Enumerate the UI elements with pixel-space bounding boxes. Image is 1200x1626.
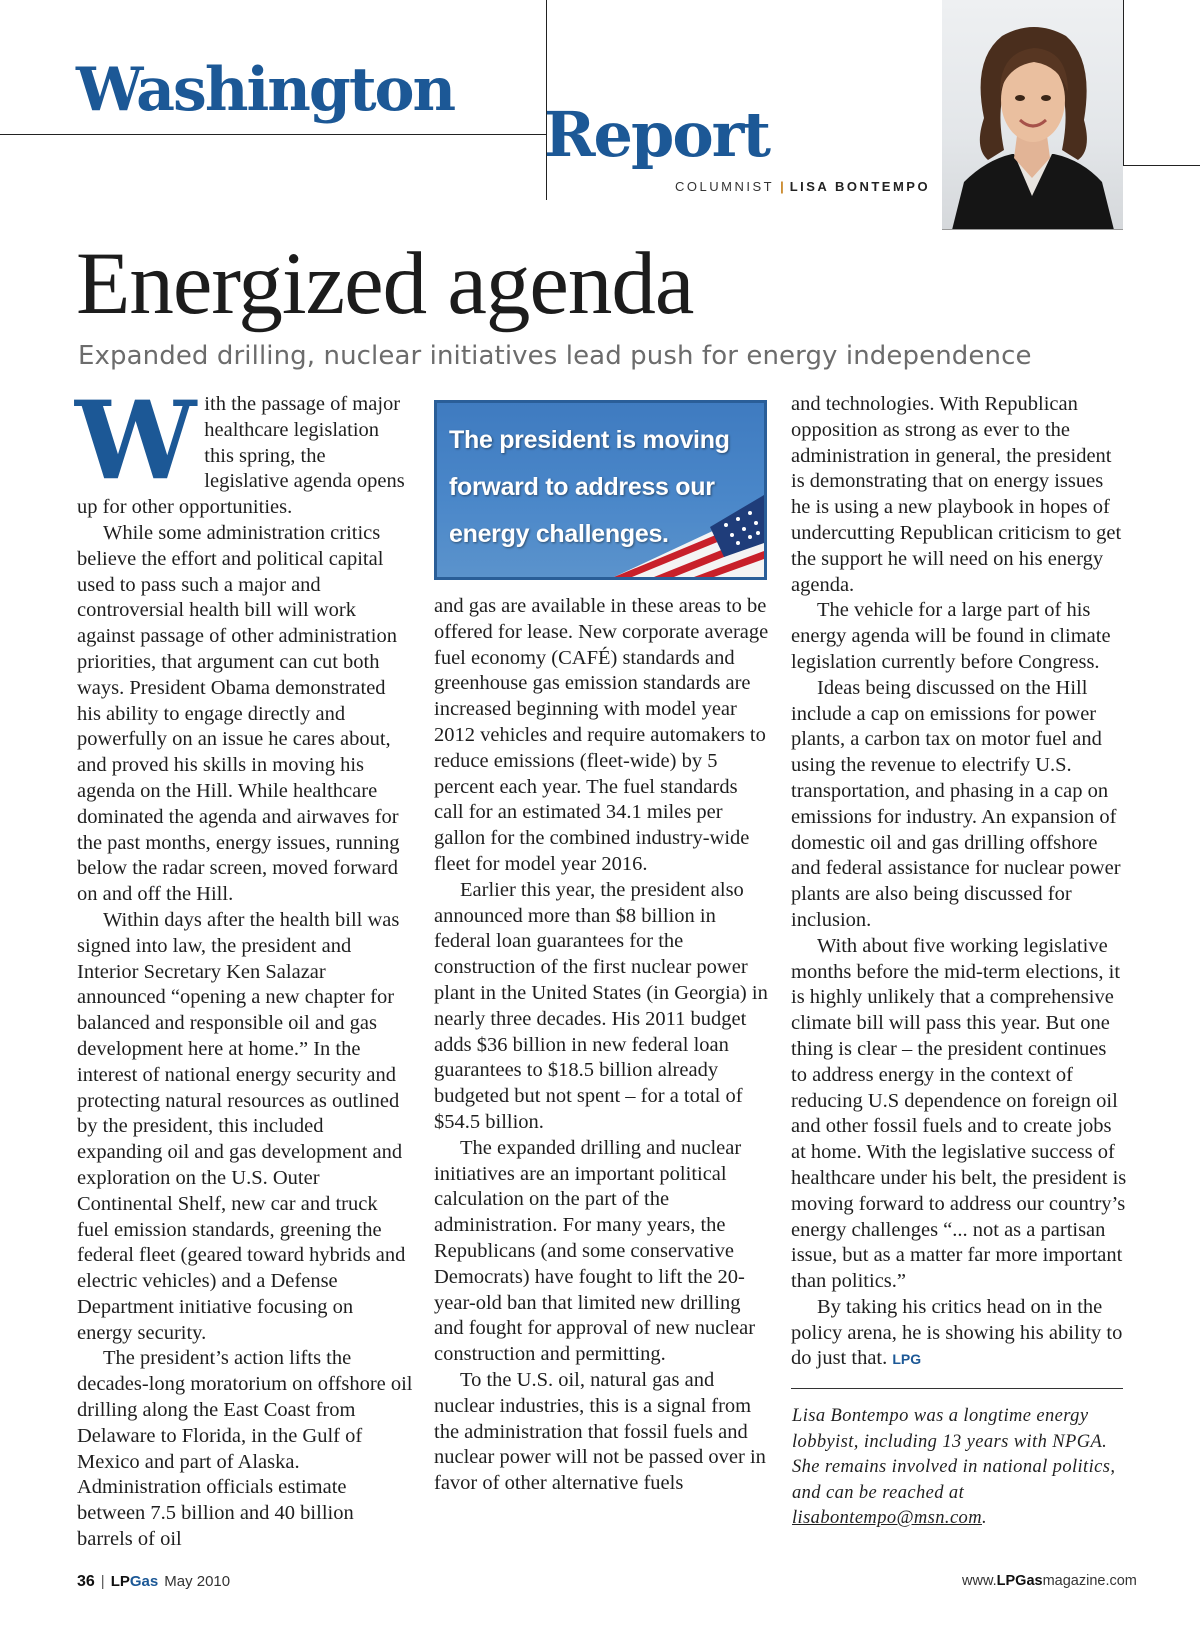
bio-divider	[791, 1388, 1123, 1389]
header-rule-right	[1123, 165, 1200, 166]
article-column-2	[434, 594, 770, 1497]
article-column-1	[75, 378, 413, 1553]
magazine-url[interactable]: www.LPGasmagazine.com	[962, 1573, 1137, 1589]
paragraph: The expanded drilling and nuclear initiatives are an important political calculation on the part of the administration. For many years, the Republicans (and some conservative Democrats) have fought to lift the 20-year-old ban that limited new drilling and fought for approval of new nuclear construction and permitting.	[434, 1136, 756, 1366]
byline-label: COLUMNIST	[675, 179, 775, 194]
paragraph: and gas are available in these areas to be offered for lease. New corporate average fuel economy (CAFÉ) standards and greenhouse gas emission standards are increased beginning with model year 2012 vehicles and require automakers to reduce emissions (fleet-wide) by 5 percent each year. The fuel standards call for an estimated 34.1 miles per gallon for the combined industry-wide fleet for model year 2016.	[434, 595, 769, 875]
section-title-washington: Washington	[76, 55, 455, 125]
drop-cap: W	[75, 378, 197, 504]
columnist-portrait-illustration	[942, 0, 1123, 230]
paragraph: To the U.S. oil, natural gas and nuclear industries, this is a signal from the administration that fossil fuels and nuclear power will not be passed over in favor of other alternative fuels	[434, 1368, 766, 1495]
author-email-link[interactable]: lisabontempo@msn.com	[792, 1508, 982, 1528]
magazine-name-lp: LP	[110, 1573, 130, 1590]
paragraph: Within days after the health bill was signed into law, the president and Interior Secretary Ken Salazar announced “opening a new chapter for balanced and responsible oil and gas development here at home.” In the interest of national energy security and protecting natural resources as outlined by the president, this included expanding oil and gas development and exploration on the U.S. Outer Continental Shelf, new car and truck fuel emission standards, greening the federal fleet (geared toward hybrids and electric vehicles) and a Defense Department initiative focusing on energy security.	[77, 908, 406, 1344]
header-rule-vertical-right	[1123, 0, 1124, 165]
paragraph: The vehicle for a large part of his energy agenda will be found in climate legislation currently before Congress.	[791, 599, 1111, 673]
paragraph: While some administration critics believe the effort and political capital used to pass such a major and controversial health bill will work against passage of other administration priorities, that argument can cut both ways. President Obama demonstrated his ability to engage directly and powerfully on an issue he cares about, and proved his skills in moving his agenda on the Hill. While healthcare dominated the agenda and airwaves for the past months, energy issues, running below the radar screen, moved forward on and off the Hill.	[77, 521, 400, 906]
columnist-name: LISA BONTEMPO	[789, 179, 931, 194]
byline-separator: |	[780, 179, 784, 194]
columnist-photo	[942, 0, 1123, 230]
article-column-3	[791, 392, 1127, 1373]
article-subhead: Expanded drilling, nuclear initiatives lead push for energy independence	[78, 341, 1032, 371]
paragraph: By taking his critics head on in the policy arena, he is showing his ability to do just that. LPG	[791, 1295, 1123, 1370]
pull-quote-text: The president is moving forward to address our energy challenges.	[449, 426, 730, 548]
page-number: 36	[77, 1573, 95, 1590]
paragraph: With the passage of major healthcare legislation this spring, the legislative agenda opens up for other opportunities.	[75, 378, 405, 519]
paragraph: With about five working legislative months before the mid-term elections, it is highly unlikely that a comprehensive climate bill will pass this year. But one thing is clear – the president continues to address energy in the context of reducing U.S dependence on foreign oil and other fossil fuels and to create jobs at home. With the legislative success of healthcare under his belt, the president is moving forward to address our country’s energy challenges “... not as a partisan issue, but as a matter far more important than politics.”	[791, 934, 1127, 1293]
magazine-name-gas: Gas	[129, 1573, 159, 1590]
footer-folio	[77, 1573, 230, 1591]
section-title-report: Report	[544, 98, 769, 171]
author-bio: Lisa Bontempo was a longtime energy lobbyist, including 13 years with NPGA. She remains involved in national politics, and can be reached at lisabontempo@msn.com.	[792, 1406, 1116, 1528]
paragraph: Ideas being discussed on the Hill include a cap on emissions for power plants, a carbon tax on motor fuel and using the revenue to electrify U.S. transportation, and phasing in a cap on emissions for industry. An expansion of domestic oil and gas drilling offshore and federal assistance for nuclear power plants are also being discussed for inclusion.	[791, 676, 1121, 931]
end-mark: LPG	[892, 1351, 922, 1368]
article-headline: Energized agenda	[76, 235, 694, 333]
paragraph: The president’s action lifts the decades-long moratorium on offshore oil drilling along the East Coast from Delaware to Florida, in the Gulf of Mexico and part of Alaska. Administration officials estimate between 7.5 billion and 40 billion barrels of oil	[77, 1347, 413, 1551]
footer-separator: |	[100, 1573, 105, 1590]
header-rule-left	[0, 134, 546, 135]
paragraph: and technologies. With Republican opposition as strong as ever to the administration in general, the president is demonstrating that on energy issues he is using a new playbook in hopes of undercutting Republican criticism to get the support he will need on his energy agenda.	[791, 393, 1122, 596]
paragraph: Earlier this year, the president also announced more than $8 billion in federal loan guarantees for the construction of the first nuclear power plant in the United States (in Georgia) in nearly three decades. His 2011 budget adds $36 billion in new federal loan guarantees to $18.5 billion already budgeted but not spent – for a total of $54.5 billion.	[434, 878, 768, 1133]
pull-quote	[434, 400, 767, 580]
columnist-byline	[675, 179, 930, 194]
issue-date: May 2010	[164, 1573, 231, 1590]
